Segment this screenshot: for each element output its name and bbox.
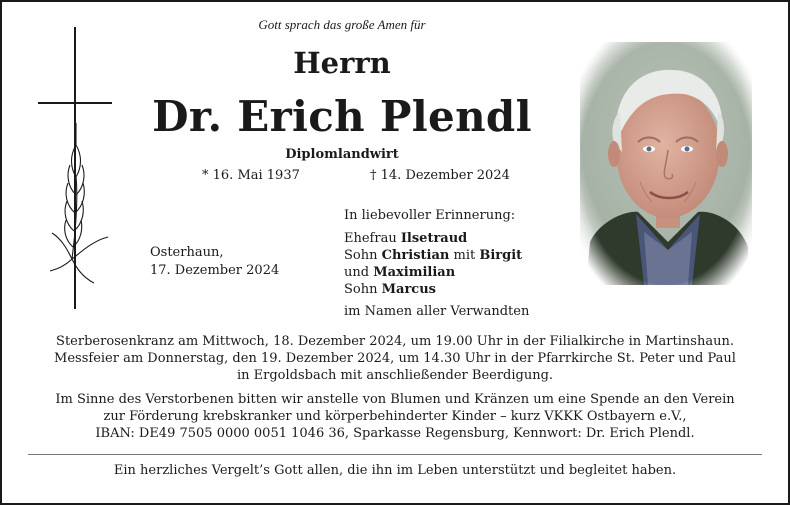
- mourner-grandchild: [344, 264, 529, 281]
- mourner-son: [344, 281, 529, 298]
- portrait-image: [580, 42, 752, 285]
- text-line: IBAN: DE49 7505 0000 0051 1046 36, Sparkasse Regensburg, Kennwort: Dr. Erich Plendl.: [95, 426, 695, 441]
- text-line: zur Förderung krebskranker und körperbehinderter Kinder – kurz VKKK Ostbayern e.V.,: [103, 409, 687, 424]
- thanks-line: Ein herzliches Vergelt’s Gott allen, die ihn im Leben unterstützt und begleitet haben.: [113, 463, 677, 478]
- mourner-name: Christian: [381, 248, 450, 263]
- profession: Diplomlandwirt: [285, 147, 399, 162]
- mourner-name: Maximilian: [373, 265, 456, 280]
- portrait-photo: [580, 42, 752, 285]
- place-date: 17. Dezember 2024: [150, 263, 280, 278]
- place-and-date: [150, 244, 279, 280]
- rosary-and-mass: [28, 333, 762, 384]
- mourner-connector: und: [344, 265, 374, 280]
- deceased-name: Dr. Erich Plendl: [152, 92, 532, 141]
- death-date: † 14. Dezember 2024: [370, 168, 510, 183]
- mourner-name: Birgit: [479, 248, 523, 263]
- birth-date: * 16. Mai 1937: [202, 168, 300, 183]
- intro-line: Gott sprach das große Amen für: [258, 17, 426, 32]
- mourner-name: Ilsetraud: [400, 231, 468, 246]
- mourner-label: Sohn: [344, 282, 382, 297]
- text-line: in Ergoldsbach mit anschließender Beerdigung.: [236, 368, 554, 383]
- mourners-block: [344, 207, 529, 320]
- text-line: Im Sinne des Verstorbenen bitten wir anstelle von Blumen und Kränzen um eine Spende an den Verein: [55, 392, 735, 407]
- service-details: [28, 333, 762, 449]
- text-line: Sterberosenkranz am Mittwoch, 18. Dezember 2024, um 19.00 Uhr in der Filialkirche in Martinshaun.: [56, 334, 734, 349]
- mourners-heading: In liebevoller Erinnerung:: [344, 208, 516, 223]
- mourners-closing: im Namen aller Verwandten: [344, 304, 530, 319]
- place-town: Osterhaun,: [150, 245, 224, 260]
- mourner-label: Ehefrau: [344, 231, 401, 246]
- donation-request: [28, 391, 762, 442]
- mourner-wife: [344, 230, 529, 247]
- mourner-son: [344, 247, 529, 264]
- divider: [28, 454, 762, 455]
- mourner-connector: mit: [449, 248, 480, 263]
- salutation: Herrn: [293, 46, 391, 80]
- mourner-name: Marcus: [381, 282, 436, 297]
- mourner-label: Sohn: [344, 248, 382, 263]
- cross-with-wheat-icon: [36, 27, 116, 312]
- text-line: Messfeier am Donnerstag, den 19. Dezember 2024, um 14.30 Uhr in der Pfarrkirche St. Peter und Paul: [54, 351, 736, 366]
